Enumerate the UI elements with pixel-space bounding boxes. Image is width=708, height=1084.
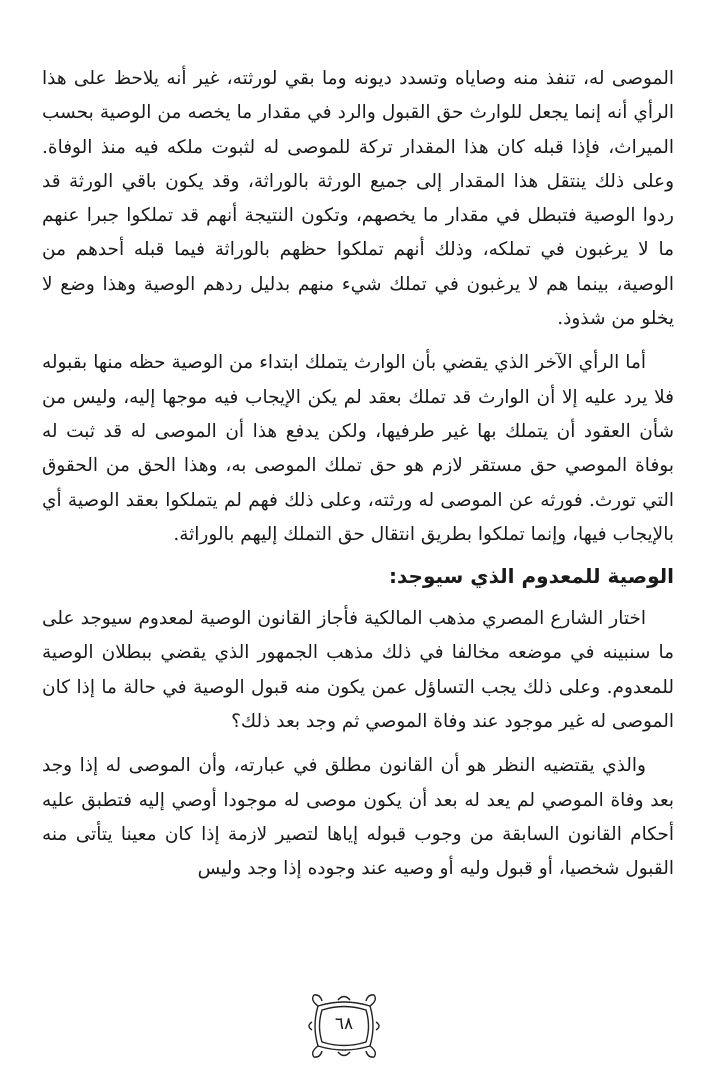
paragraph-2: أما الرأي الآخر الذي يقضي بأن الوارث يتملك ابتداء من الوصية حظه منها بقبوله فلا يرد عليه إلا أن الوارث قد تملك بعقد لم يكن الإيجاب فيه موجها إليه، وليس من شأن العقود أن يتملك بها غير طرفيها، ولكن يدفع هذا أن الموصى له قد ثبت له بوفاة الموصي حق مستقر لازم هو حق تملك الموصى به، وهذا الحق من الحقوق التي تورث. فورثه عن الموصى له ورثته، وعلى ذلك فهم لم يتملكوا بعقد الوصية أي بالإيجاب فيها، وإنما تملكوا بطريق انتقال حق التملك إليهم بالوراثة. bbox=[42, 352, 674, 545]
paragraph-4: والذي يقتضيه النظر هو أن القانون مطلق في عبارته، وأن الموصى له إذا وجد بعد وفاة الموصي لم يعد له بعد أن يكون موصى له موجودا أوصي إليه فتطبق عليه أحكام القانون السابقة من وجوب قبوله إياها لتصير لازمة إذا كان معينا يتأتى منه القبول شخصيا، أو قبول وليه أو وصيه عند وجوده إذا وجد وليس bbox=[42, 755, 674, 880]
page-number-ornament bbox=[304, 992, 384, 1060]
paragraph-1: الموصى له، تنفذ منه وصاياه وتسدد ديونه وما بقي لورثته، غير أنه يلاحظ على هذا الرأي أنه إنما يجعل للوارث حق القبول والرد في مقدار ما يخصه من الوصية بحسب الميراث، فإذا قبله كان هذا المقدار تركة للموصى له لثبوت ملكه فيه منذ الوفاة. وعلى ذلك ينتقل هذا المقدار إلى جميع الورثة بالوراثة، وقد يكون باقي الورثة قد ردوا الوصية فتبطل في مقدار ما يخصهم، وتكون النتيجة أنهم قد تملكوا جبرا عنهم ما لا يرغبون في تملكه، وذلك أنهم تملكوا حظهم بالوراثة فيما قبله أحدهم من الوصية، بينما هم لا يرغبون في تملك شيء منهم بدليل ردهم الوصية وهذا وضع لا يخلو من شذوذ. bbox=[42, 68, 674, 330]
page-body bbox=[42, 62, 674, 887]
paragraph-3: اختار الشارع المصري مذهب المالكية فأجاز القانون الوصية لمعدوم سيوجد على ما سنبينه في موضعه مخالفا في ذلك مذهب الجمهور الذي يقضي ببطلان الوصية للمعدوم. وعلى ذلك يجب التساؤل عمن يكون منه قبول الوصية في حالة ما إذا كان الموصى له غير موجود عند وفاة الموصي ثم وجد بعد ذلك؟ bbox=[42, 608, 674, 733]
section-heading: الوصية للمعدوم الذي سيوجد: bbox=[388, 564, 674, 589]
page-number: ٦٨ bbox=[334, 1014, 354, 1034]
